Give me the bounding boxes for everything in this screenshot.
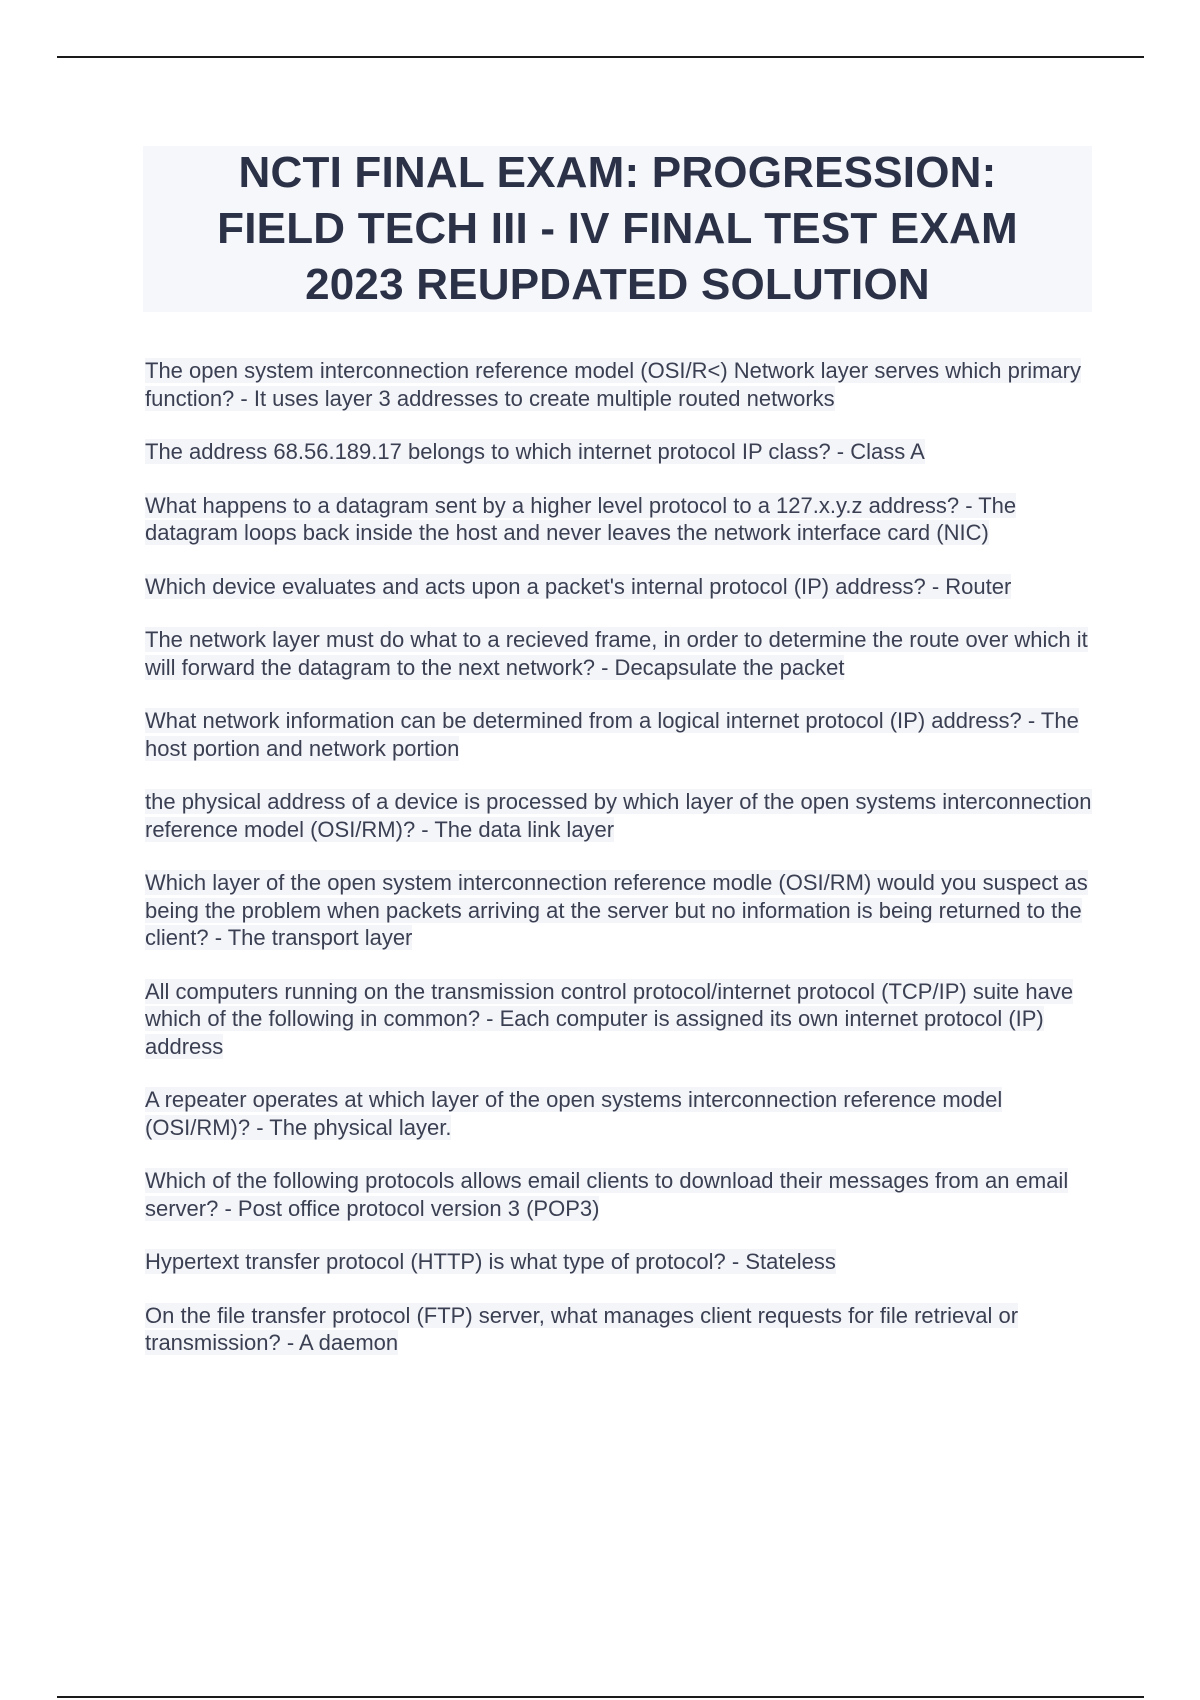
qa-item xyxy=(145,978,1095,1061)
title-banner xyxy=(143,146,1092,312)
qa-item xyxy=(145,438,1095,466)
qa-item xyxy=(145,707,1095,762)
qa-text: the physical address of a device is processed by which layer of the open systems interconnection reference model (OSI/RM)? - The data link layer xyxy=(145,789,1092,842)
qa-text: The address 68.56.189.17 belongs to which internet protocol IP class? - Class A xyxy=(145,439,925,464)
qa-item xyxy=(145,1302,1095,1357)
qa-item xyxy=(145,492,1095,547)
qa-text: The network layer must do what to a recieved frame, in order to determine the route over which it will forward the datagram to the next network? - Decapsulate the packet xyxy=(145,627,1088,680)
qa-item xyxy=(145,626,1095,681)
qa-text: What happens to a datagram sent by a higher level protocol to a 127.x.y.z address? - The datagram loops back inside the host and never leaves the network interface card (NIC) xyxy=(145,492,1017,545)
qa-text: Which device evaluates and acts upon a packet's internal protocol (IP) address? - Router xyxy=(145,573,1012,599)
qa-text: What network information can be determined from a logical internet protocol (IP) address? - The host portion and network portion xyxy=(145,708,1079,761)
qa-text: Which of the following protocols allows email clients to download their messages from an email server? - Post office protocol version 3 (POP3) xyxy=(145,1168,1069,1221)
qa-text: Hypertext transfer protocol (HTTP) is what type of protocol? - Stateless xyxy=(145,1249,836,1274)
qa-item xyxy=(145,573,1095,601)
qa-item xyxy=(145,1248,1095,1276)
qa-item xyxy=(145,788,1095,843)
qa-list xyxy=(145,357,1095,1383)
qa-item xyxy=(145,869,1095,952)
qa-text: The open system interconnection reference model (OSI/R<) Network layer serves which primary function? - It uses layer 3 addresses to create multiple routed networks xyxy=(145,358,1081,411)
qa-text: A repeater operates at which layer of the open systems interconnection reference model (OSI/RM)? - The physical layer. xyxy=(145,1087,1003,1140)
document-title: NCTI FINAL EXAM: PROGRESSION: FIELD TECH III - IV FINAL TEST EXAM 2023 REUPDATED SOLUTION xyxy=(217,148,1018,309)
top-rule xyxy=(57,56,1144,58)
qa-text: Which layer of the open system interconnection reference modle (OSI/RM) would you suspect as being the problem when packets arriving at the server but no information is being returned to the client? - The transport layer xyxy=(145,870,1088,950)
qa-item xyxy=(145,357,1095,412)
qa-item xyxy=(145,1086,1095,1141)
qa-text: All computers running on the transmission control protocol/internet protocol (TCP/IP) suite have which of the following in common? - Each computer is assigned its own internet protocol (IP) address xyxy=(145,978,1074,1059)
qa-item xyxy=(145,1167,1095,1222)
qa-text: On the file transfer protocol (FTP) server, what manages client requests for file retrieval or transmission? - A daemon xyxy=(145,1302,1019,1355)
bottom-rule xyxy=(57,1696,1144,1698)
